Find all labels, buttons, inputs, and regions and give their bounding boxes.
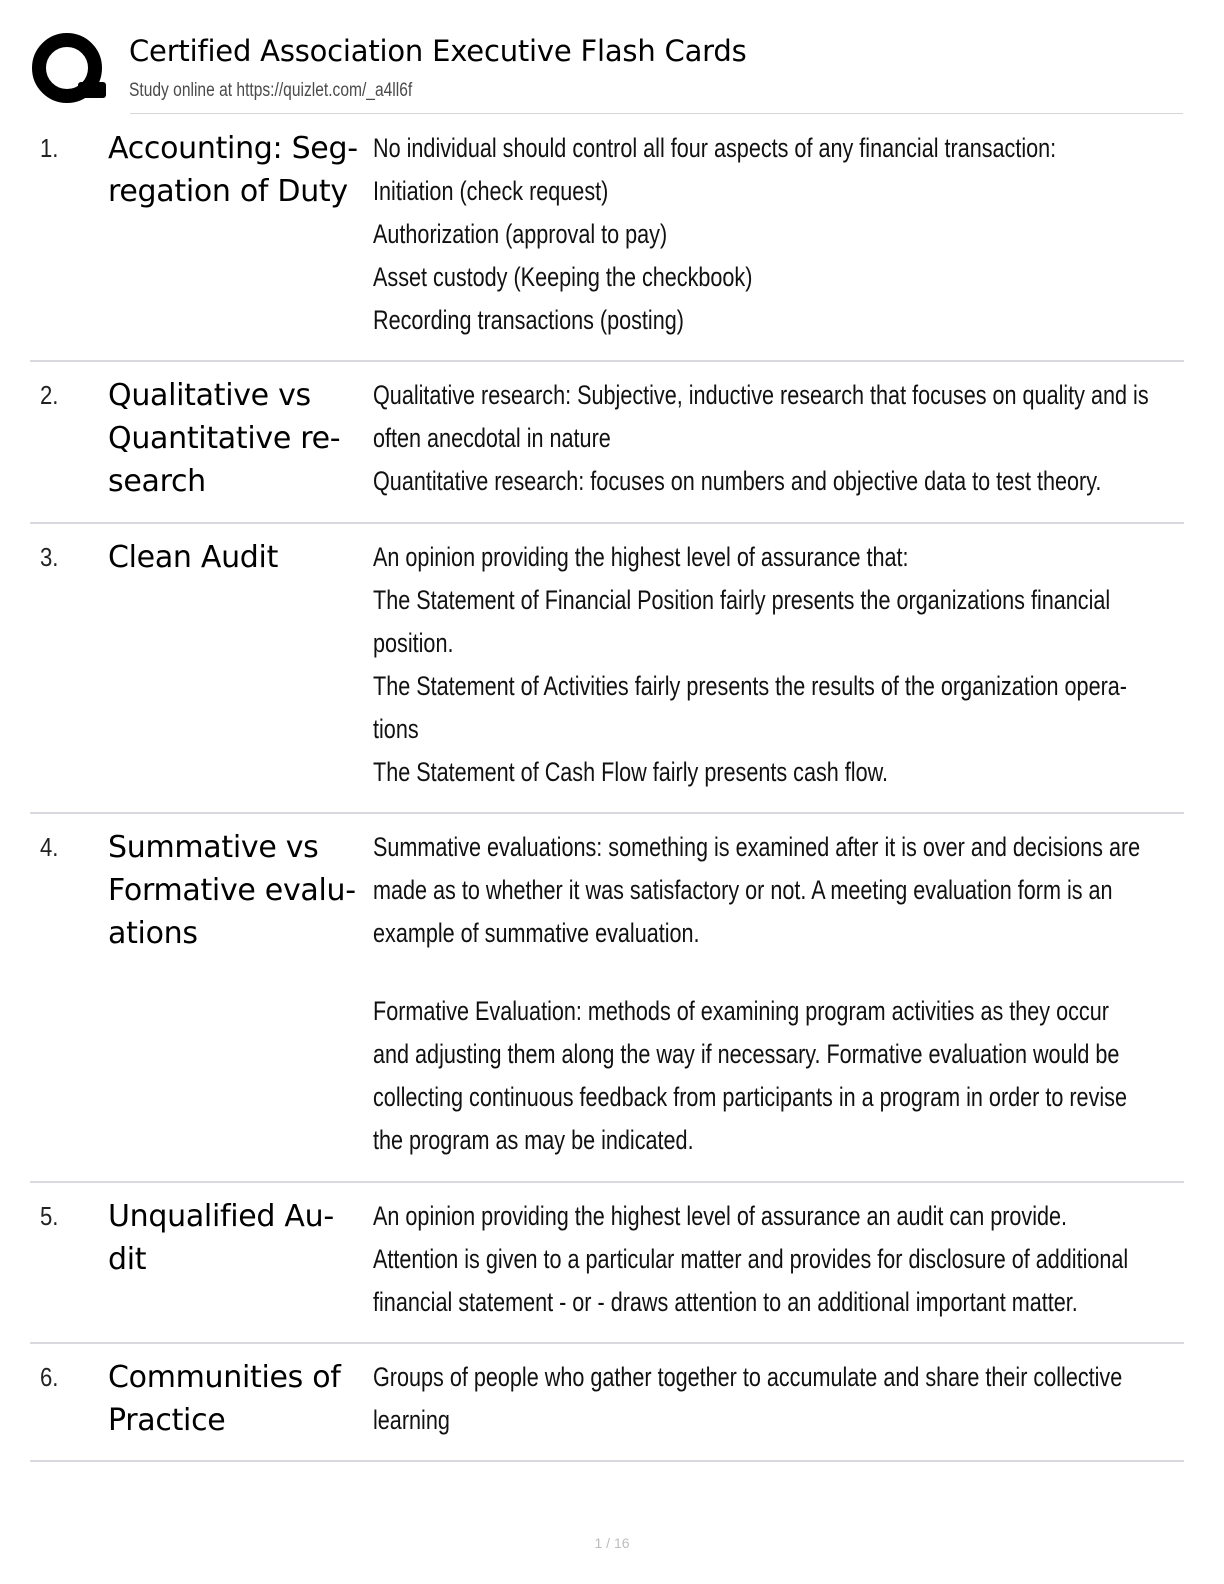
- flashcard-row: [30, 814, 1184, 1183]
- page-number: 1 / 16: [594, 1535, 630, 1551]
- card-number: 1.: [40, 133, 59, 163]
- card-definition: No individual should control all four aspects of any financial transaction: Initiation (check request) Authorization (approval to pay) Asset custody (Keeping the checkbook) Recording transactions (posting): [373, 133, 1057, 335]
- card-term: Clean Audit: [108, 540, 279, 575]
- study-link[interactable]: Study online at https://quizlet.com/_a4ll6f: [129, 80, 413, 101]
- flashcard-row: [30, 362, 1184, 524]
- card-number: 2.: [40, 380, 59, 410]
- card-definition: An opinion providing the highest level of assurance that: The Statement of Financial Position fairly presents the organizations financial position. The Statement of Activities fairly presents the results of the organization opera- tions The Statement of Cash Flow fairly presents cash flow.: [373, 542, 1127, 787]
- card-definition: An opinion providing the highest level of assurance an audit can provide. Attention is given to a particular matter and provides for disclosure of additional financial statement - or - draws attention to an additional important matter.: [373, 1201, 1129, 1317]
- quizlet-logo-icon: [30, 30, 110, 110]
- card-number: 4.: [40, 832, 59, 862]
- page-title: Certified Association Executive Flash Cards: [129, 34, 747, 68]
- card-term: Summative vs Formative evalu- ations: [108, 830, 356, 951]
- flashcard-row: [30, 524, 1184, 814]
- flashcard-list: [30, 115, 1184, 1462]
- flashcard-row: [30, 1183, 1184, 1344]
- card-definition: Qualitative research: Subjective, inductive research that focuses on quality and is often anecdotal in nature Quantitative research: focuses on numbers and objective data to test theory.: [373, 380, 1149, 496]
- card-number: 3.: [40, 542, 59, 572]
- card-term: Communities of Practice: [108, 1360, 341, 1438]
- card-term: Unqualified Au- dit: [108, 1199, 334, 1277]
- card-term: Accounting: Seg- regation of Duty: [108, 131, 358, 209]
- flashcard-row: [30, 1344, 1184, 1462]
- card-number: 6.: [40, 1362, 59, 1392]
- flashcard-row: [30, 115, 1184, 362]
- card-definition: Groups of people who gather together to accumulate and share their collective learning: [373, 1362, 1123, 1435]
- header-divider: [130, 113, 1183, 114]
- card-definition: Summative evaluations: something is examined after it is over and decisions are made as to whether it was satisfactory or not. A meeting evaluation form is an example of summative evaluation. Formative Evaluation: methods of examining program activities as they occur and adjusting them along the way if necessary. Formative evaluation would be collecting continuous feedback from participants in a program in order to revise the program as may be indicated.: [373, 832, 1141, 1155]
- card-number: 5.: [40, 1201, 59, 1231]
- page-header: [30, 28, 1184, 114]
- card-term: Qualitative vs Quantitative re- search: [108, 378, 341, 499]
